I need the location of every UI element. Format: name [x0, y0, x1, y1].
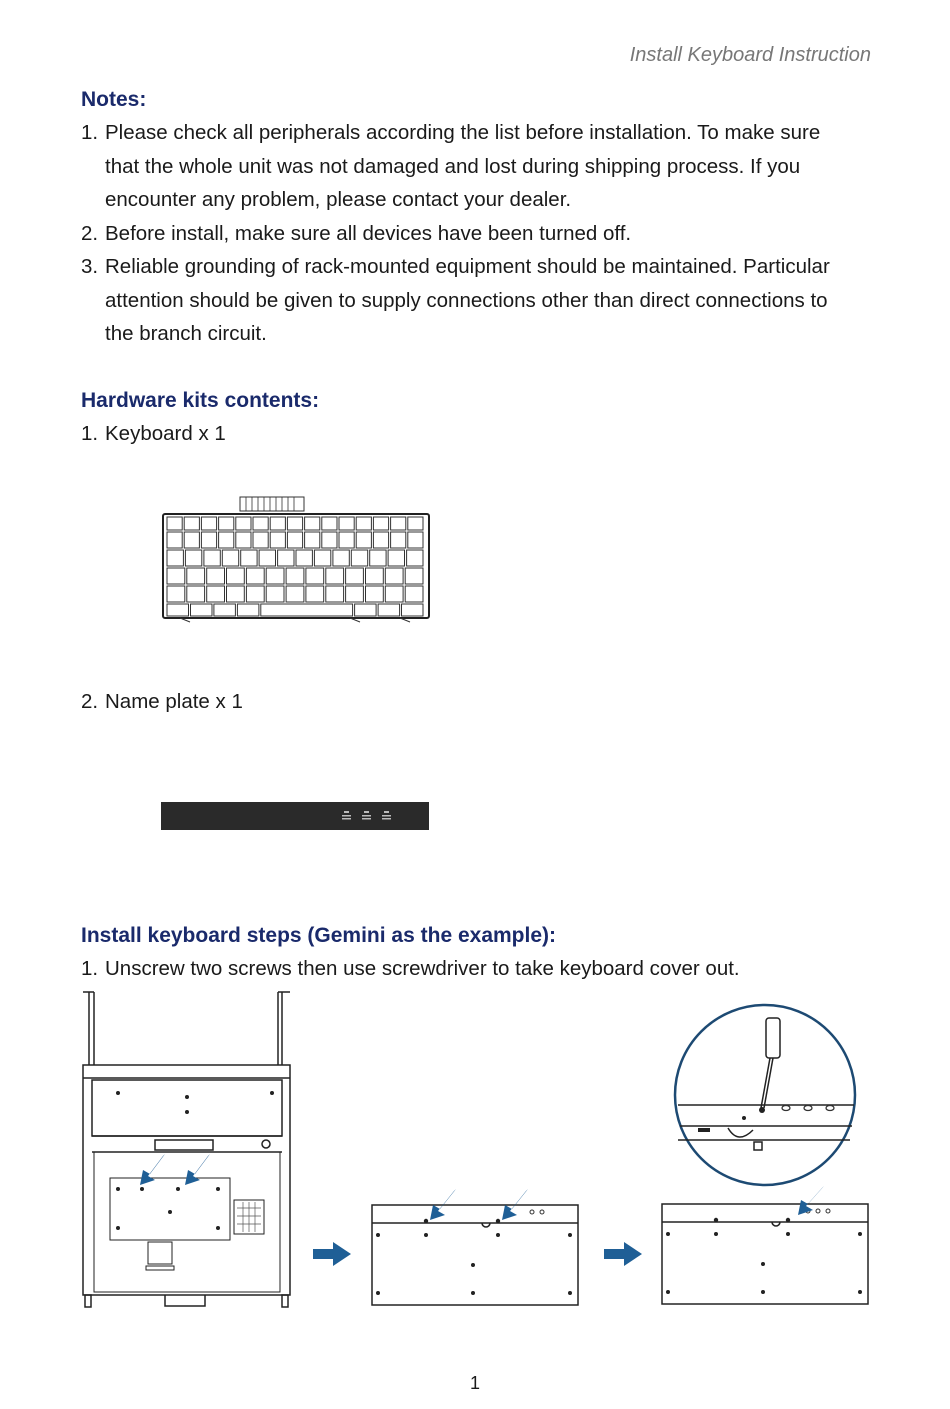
keyboard-key [322, 517, 337, 530]
keyboard-key [388, 550, 404, 566]
kit-number: 1. [81, 422, 99, 445]
screwdriver-detail-diagram [658, 1000, 872, 1310]
keyboard-key [266, 568, 284, 584]
keyboard-key [187, 586, 205, 602]
keyboard-key [385, 568, 403, 584]
keyboard-key [346, 568, 364, 584]
keyboard-key [408, 517, 423, 530]
note-line: attention should be given to supply connections other than direct connections to [105, 288, 828, 312]
keyboard-key [326, 568, 344, 584]
keyboard-key [355, 604, 377, 616]
note-line: Before install, make sure all devices have been turned off. [105, 221, 632, 245]
keyboard-key [227, 568, 245, 584]
keyboard-key [270, 517, 285, 530]
keyboard-key [184, 532, 199, 548]
page-number: 1 [469, 1373, 480, 1393]
keyboard-key [222, 550, 238, 566]
keyboard-key [296, 550, 312, 566]
keyboard-key [167, 517, 182, 530]
keyboard-key [286, 568, 304, 584]
running-header: Install Keyboard Instruction [629, 44, 871, 66]
keyboard-key [356, 532, 371, 548]
keyboard-key [253, 517, 268, 530]
keyboard-key [287, 532, 302, 548]
keyboard-key [261, 604, 353, 616]
keyboard-key [185, 550, 201, 566]
keyboard-key [407, 550, 423, 566]
keyboard-key [405, 568, 423, 584]
next-step-arrow-icon [313, 1240, 353, 1268]
keyboard-key [356, 517, 371, 530]
kit-item-2 [81, 685, 881, 719]
keyboard-key [259, 550, 275, 566]
keyboard-key [201, 517, 216, 530]
kit-text: Name plate x 1 [105, 690, 243, 713]
keyboard-tray-diagram [368, 1185, 582, 1309]
keyboard-key [207, 568, 225, 584]
keyboard-key [373, 517, 388, 530]
keyboard-illustration [160, 494, 432, 624]
keyboard-key [333, 550, 349, 566]
keyboard-key [191, 604, 213, 616]
note-line: Reliable grounding of rack-mounted equipment should be maintained. Particular [105, 255, 830, 278]
keyboard-key [246, 586, 264, 602]
kit-text: Keyboard x 1 [105, 422, 226, 445]
notes-heading: Notes: [81, 88, 147, 111]
keyboard-key [306, 568, 324, 584]
steps-heading: Install keyboard steps (Gemini as the example): [81, 924, 556, 947]
keyboard-key [167, 568, 185, 584]
keyboard-key [326, 586, 344, 602]
keyboard-key [167, 532, 182, 548]
keyboard-key [391, 517, 406, 530]
keyboard-key [187, 568, 205, 584]
keyboard-key [385, 586, 403, 602]
keyboard-key [214, 604, 236, 616]
keyboard-key [167, 586, 185, 602]
keyboard-key [167, 550, 183, 566]
keyboard-key [219, 517, 234, 530]
step-item-1 [81, 952, 881, 986]
notes-list [81, 116, 881, 351]
step-number: 1. [81, 957, 99, 980]
name-plate-illustration [161, 802, 431, 832]
keyboard-key [201, 532, 216, 548]
keyboard-key [167, 604, 189, 616]
keyboard-key [391, 532, 406, 548]
keyboard-key [402, 604, 424, 616]
keyboard-key [351, 550, 367, 566]
note-item-3 [81, 250, 881, 351]
keyboard-key [366, 586, 384, 602]
keyboard-key [270, 532, 285, 548]
keyboard-key [373, 532, 388, 548]
kit-item-1 [81, 417, 881, 451]
keyboard-key [204, 550, 220, 566]
note-number: 3. [81, 255, 99, 278]
keyboard-key [322, 532, 337, 548]
keyboard-key [236, 532, 251, 548]
step-text: Unscrew two screws then use screwdriver to take keyboard cover out. [105, 957, 740, 980]
keyboard-key [305, 532, 320, 548]
note-item-2 [81, 217, 881, 251]
keyboard-key [236, 517, 251, 530]
note-line: Please check all peripherals according the list before installation. To make sure [105, 121, 821, 144]
keyboard-key [219, 532, 234, 548]
keyboard-key [266, 586, 284, 602]
note-line: that the whole unit was not damaged and lost during shipping process. If you [105, 154, 801, 178]
next-step-arrow-icon [604, 1240, 644, 1268]
note-line: the branch circuit. [105, 322, 267, 345]
keyboard-key [305, 517, 320, 530]
kits-heading: Hardware kits contents: [81, 389, 320, 412]
note-number: 2. [81, 221, 99, 245]
keyboard-key [306, 586, 324, 602]
keyboard-key [378, 604, 400, 616]
keyboard-key [253, 532, 268, 548]
keyboard-key [314, 550, 330, 566]
keyboard-key [366, 568, 384, 584]
keyboard-key [227, 586, 245, 602]
keyboard-key [339, 517, 354, 530]
keyboard-key [207, 586, 225, 602]
keyboard-key [370, 550, 386, 566]
keyboard-key [339, 532, 354, 548]
kit-number: 2. [81, 690, 99, 713]
keyboard-key [346, 586, 364, 602]
rack-unit-diagram [80, 990, 295, 1316]
keyboard-key [405, 586, 423, 602]
note-item-1 [81, 116, 881, 217]
keyboard-key [287, 517, 302, 530]
keyboard-key [408, 532, 423, 548]
keyboard-key [237, 604, 259, 616]
keyboard-key [246, 568, 264, 584]
keyboard-key [241, 550, 257, 566]
note-line: encounter any problem, please contact your dealer. [105, 188, 572, 211]
note-number: 1. [81, 121, 99, 144]
keyboard-key [286, 586, 304, 602]
keyboard-key [278, 550, 294, 566]
keyboard-key [184, 517, 199, 530]
